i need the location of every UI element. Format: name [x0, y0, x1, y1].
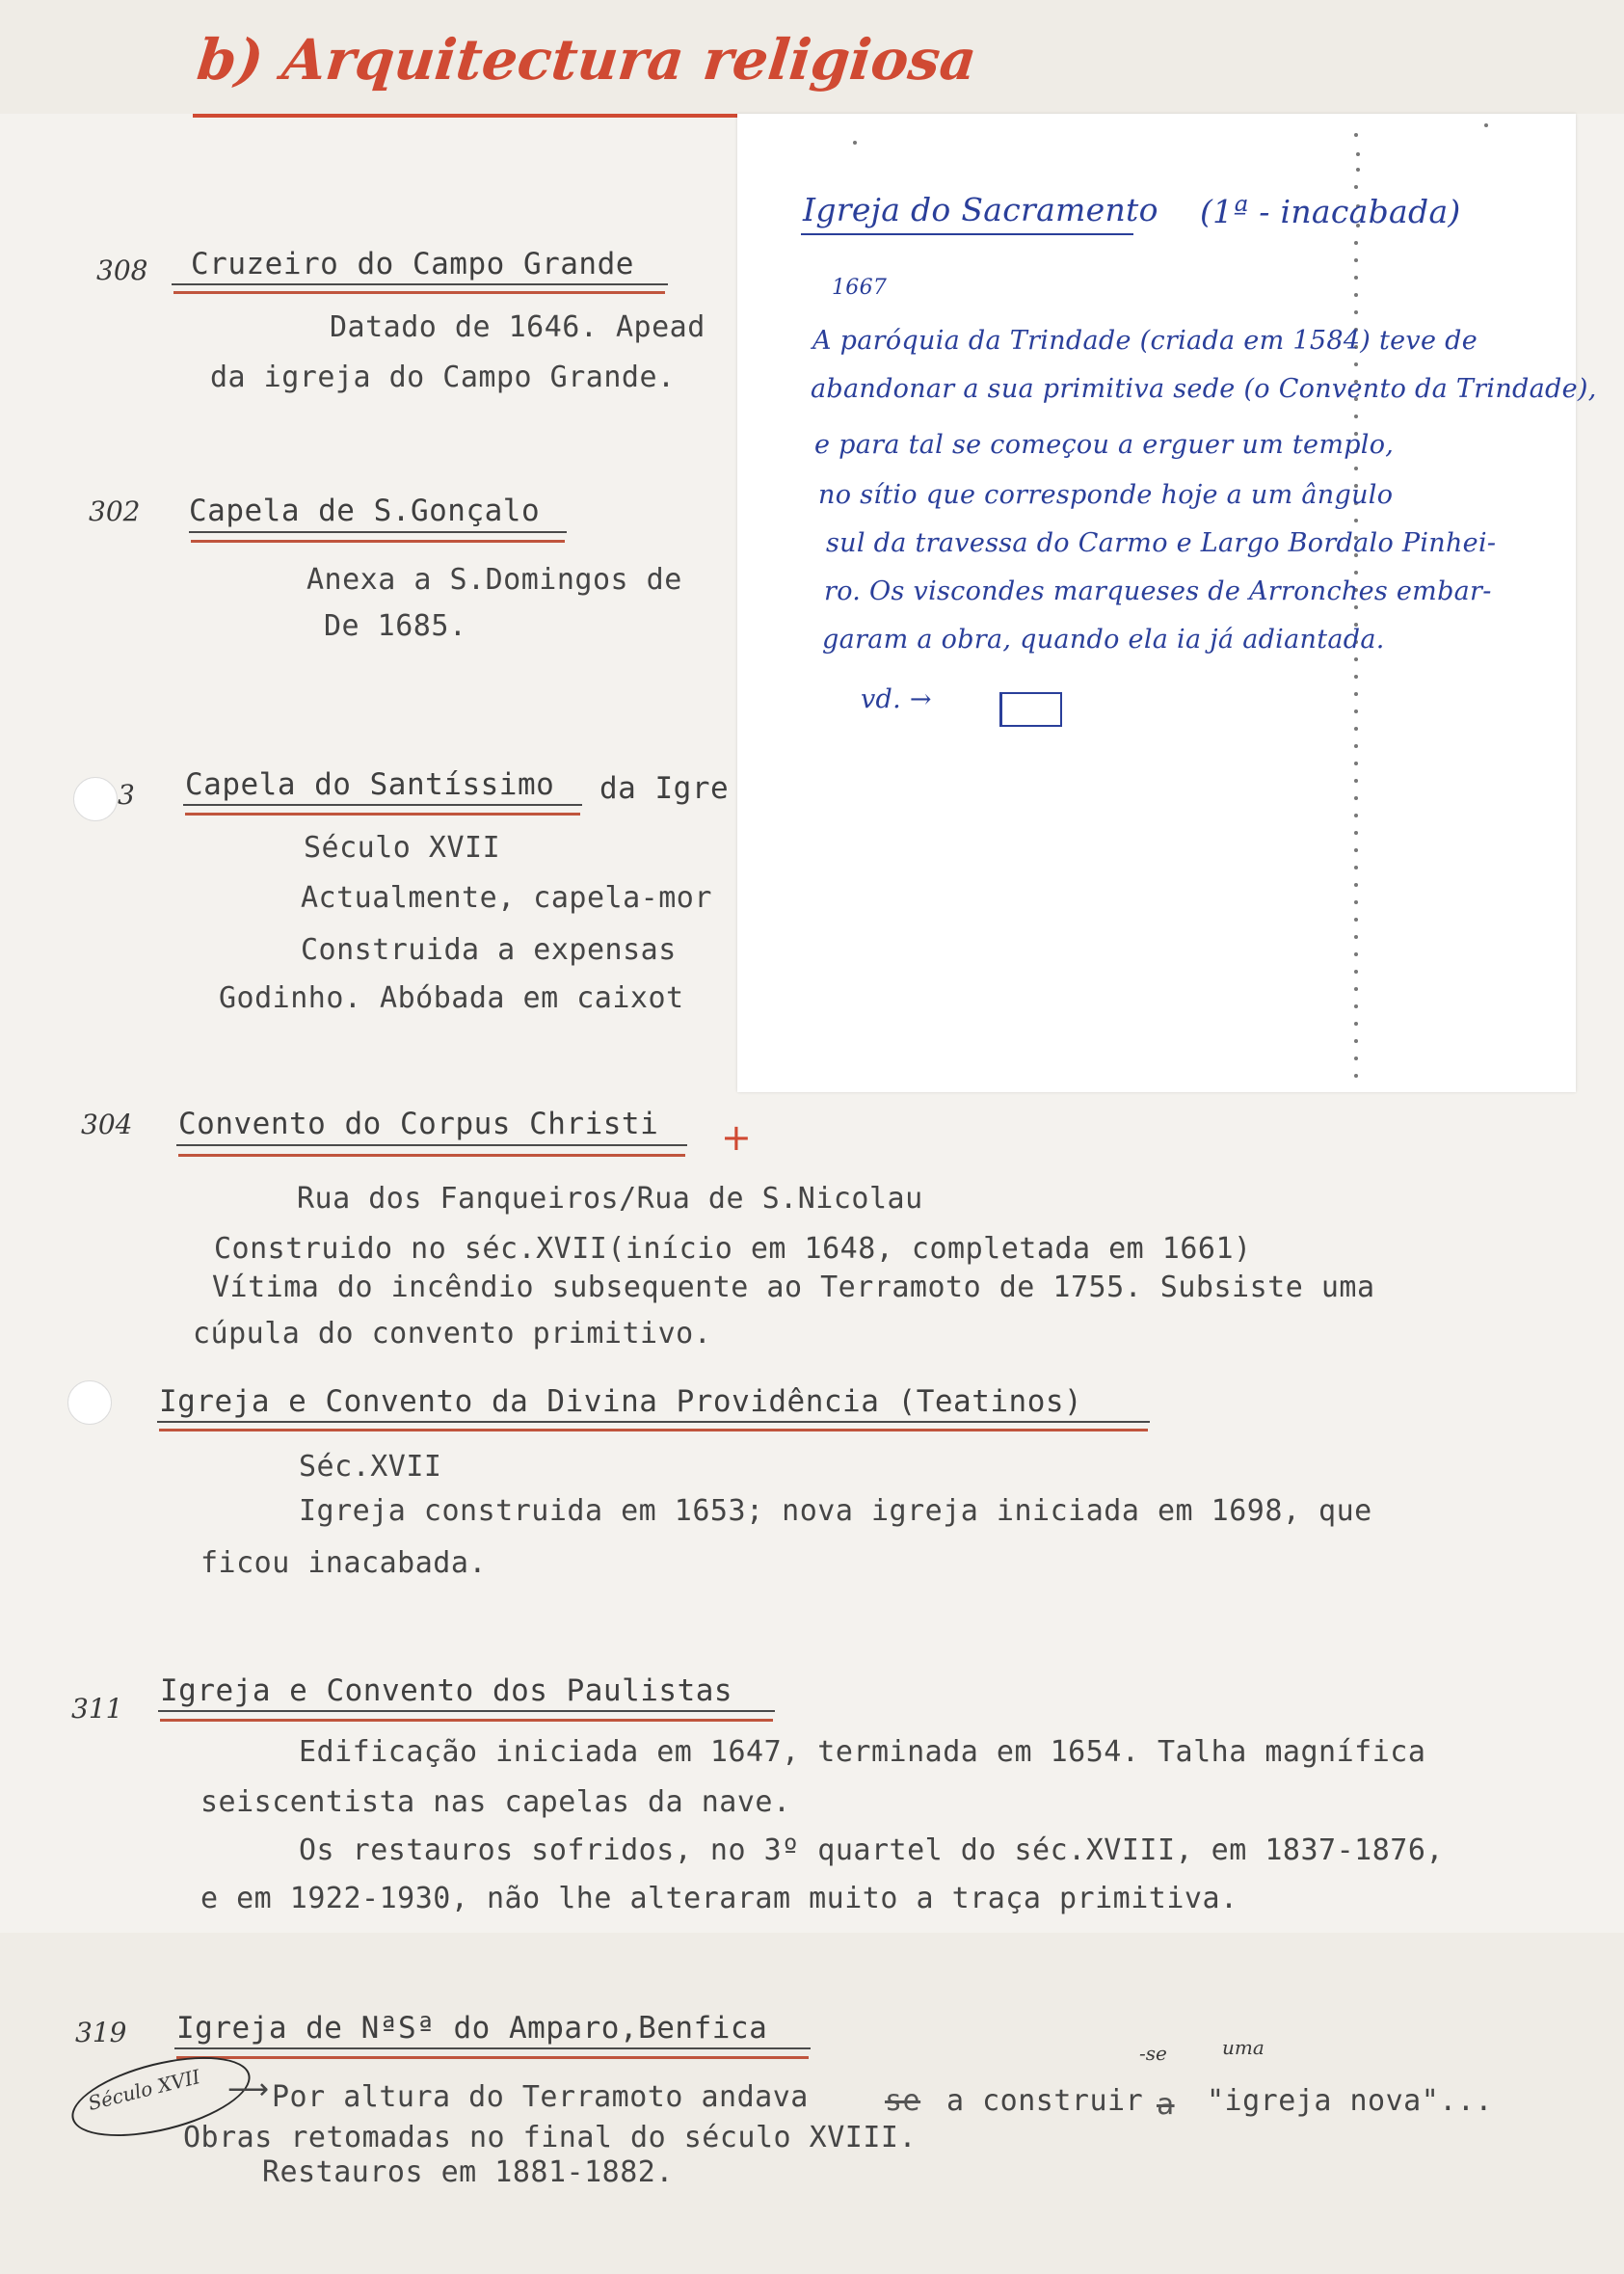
title-underline	[189, 531, 567, 533]
paper-speck	[1356, 168, 1360, 172]
paper-speck	[1354, 276, 1358, 280]
entry-text: Rua dos Fanqueiros/Rua de S.Nicolau	[297, 1182, 923, 1216]
note-line: no sítio que corresponde hoje a um ângulo	[818, 480, 1394, 510]
struck-word: a	[1157, 2088, 1175, 2122]
paper-speck	[1354, 900, 1358, 904]
paper-speck	[1354, 692, 1358, 696]
paper-speck	[1354, 935, 1358, 939]
red-underline	[159, 1429, 1148, 1431]
paper-speck	[1354, 987, 1358, 991]
entry-text: cúpula do convento primitivo.	[193, 1317, 712, 1351]
red-underline	[173, 291, 665, 294]
reference-box	[999, 692, 1062, 727]
entry-title: Convento do Corpus Christi	[178, 1107, 659, 1141]
paper-speck	[1354, 744, 1358, 748]
paper-speck	[1354, 918, 1358, 922]
heading-underline	[193, 114, 761, 118]
entry-text: Datado de 1646. Apead	[330, 310, 706, 344]
entry-number: 319	[75, 2017, 127, 2048]
entry-text: Vítima do incêndio subsequente ao Terramoto de 1755. Subsiste uma	[212, 1271, 1375, 1304]
paper-speck	[1354, 1039, 1358, 1043]
title-underline	[176, 1144, 687, 1146]
entry-text: Actualmente, capela-mor	[301, 881, 712, 915]
entry-text: Construida a expensas	[301, 933, 677, 967]
red-underline	[185, 813, 580, 816]
paper-speck	[1354, 709, 1358, 713]
entry-text: seiscentista nas capelas da nave.	[200, 1785, 791, 1819]
title-underline	[157, 1421, 1150, 1423]
paper-speck	[1354, 467, 1358, 470]
entry-text: ficou inacabada.	[200, 1546, 487, 1580]
entry-number: 304	[81, 1109, 133, 1140]
entry-text: Século XVII	[304, 831, 501, 865]
entry-text: Restauros em 1881-1882.	[262, 2155, 674, 2189]
entry-text: Igreja construida em 1653; nova igreja iniciada em 1698, que	[299, 1494, 1372, 1528]
note-line: A paróquia da Trindade (criada em 1584) teve de	[812, 326, 1478, 356]
red-underline	[176, 2056, 809, 2059]
entry-number: 302	[89, 495, 141, 527]
entry-text: Os restauros sofridos, no 3º quartel do séc.XVIII, em 1837-1876,	[299, 1833, 1444, 1867]
paper-speck	[1354, 133, 1358, 137]
paper-speck	[1354, 814, 1358, 817]
entry-number: 311	[71, 1693, 123, 1725]
entry-text: Godinho. Abóbada em caixot	[219, 981, 684, 1015]
entry-text: De 1685.	[324, 609, 467, 643]
paper-speck	[1354, 310, 1358, 314]
title-underline	[158, 1710, 775, 1712]
entry-title: Igreja de NªSª do Amparo,Benfica	[176, 2011, 768, 2046]
paper-speck	[1354, 883, 1358, 887]
insert-se: -se	[1139, 2042, 1167, 2065]
paper-speck	[1354, 866, 1358, 869]
entry-title: Igreja e Convento da Divina Providência (Teatinos)	[159, 1384, 1083, 1419]
entry-text: Séc.XVII	[299, 1450, 442, 1484]
entry-text: e em 1922-1930, não lhe alteraram muito a traça primitiva.	[200, 1882, 1238, 1915]
note-line: garam a obra, quando ela ia já adiantada.	[822, 625, 1385, 655]
paper-speck	[1354, 293, 1358, 297]
paper-speck	[1354, 571, 1358, 575]
entry-text: a construir	[946, 2084, 1144, 2118]
entry-text: Obras retomadas no final do século XVIII.	[183, 2121, 918, 2154]
paper-speck	[1356, 152, 1360, 156]
entry-title: Cruzeiro do Campo Grande	[191, 247, 634, 281]
paper-speck	[1354, 848, 1358, 852]
punch-hole	[73, 777, 118, 821]
paper-speck	[1484, 123, 1488, 127]
entry-text: Construido no séc.XVII(início em 1648, completada em 1661)	[214, 1232, 1252, 1266]
entry-number: 3	[118, 779, 135, 811]
paper-speck	[1354, 258, 1358, 262]
entry-title-rest: da Igre	[599, 771, 730, 806]
entry-text: da igreja do Campo Grande.	[210, 361, 676, 394]
paper-speck	[1354, 970, 1358, 974]
note-reference: vd. →	[861, 684, 932, 714]
entry-text: "igreja nova"...	[1207, 2084, 1493, 2118]
paper-speck	[1354, 362, 1358, 366]
arrow-glyph: ⟶	[227, 2073, 270, 2106]
red-underline	[191, 540, 565, 543]
title-underline	[174, 2047, 811, 2049]
paper-speck	[1354, 952, 1358, 956]
title-underline	[172, 283, 668, 285]
paper-speck	[1354, 241, 1358, 245]
note-title: Igreja do Sacramento	[803, 191, 1158, 228]
struck-word: se	[885, 2084, 921, 2118]
paper-speck	[1354, 727, 1358, 731]
red-underline	[160, 1719, 773, 1722]
note-line: sul da travessa do Carmo e Largo Bordalo Pinhei-	[826, 528, 1497, 558]
page-heading: b) Arquitectura religiosa	[194, 27, 980, 93]
paper-speck	[1354, 1022, 1358, 1026]
entry-number: 308	[96, 254, 148, 286]
paper-speck	[1354, 1074, 1358, 1078]
entry-text: Por altura do Terramoto andava	[272, 2080, 809, 2114]
note-title-suffix: (1ª - inacabada)	[1200, 193, 1461, 230]
entry-title: Capela do Santíssimo	[185, 767, 555, 802]
paper-speck	[1354, 519, 1358, 522]
note-year: 1667	[832, 276, 888, 300]
note-line: ro. Os viscondes marqueses de Arronches embar-	[824, 576, 1492, 606]
note-line: abandonar a sua primitiva sede (o Convento da Trindade),	[811, 374, 1597, 404]
paper-speck	[1354, 657, 1358, 661]
margin-note: Século XVII	[85, 2064, 203, 2116]
paper-speck	[853, 141, 857, 145]
title-underline	[183, 804, 582, 806]
paper-speck	[1354, 762, 1358, 765]
paper-speck	[1354, 415, 1358, 418]
insert-uma: uma	[1222, 2036, 1265, 2059]
paper-speck	[1354, 831, 1358, 835]
paper-speck	[1354, 675, 1358, 679]
red-underline	[178, 1154, 685, 1157]
paper-speck	[1354, 796, 1358, 800]
entry-text: Edificação iniciada em 1647, terminada em 1654. Talha magnífica	[299, 1735, 1426, 1769]
paper-speck	[1354, 185, 1358, 189]
pasted-note	[737, 114, 1597, 1092]
note-line: e para tal se começou a erguer um templo,	[814, 430, 1395, 460]
entry-text: Anexa a S.Domingos de	[306, 563, 682, 597]
entry-title: Igreja e Convento dos Paulistas	[160, 1673, 733, 1708]
entry-title: Capela de S.Gonçalo	[189, 494, 541, 528]
note-title-underline	[801, 233, 1133, 235]
paper-speck	[1354, 1004, 1358, 1008]
paper-speck	[1354, 779, 1358, 783]
paper-speck	[1354, 1057, 1358, 1060]
punch-hole	[67, 1380, 112, 1425]
red-plus-mark: +	[721, 1116, 752, 1159]
